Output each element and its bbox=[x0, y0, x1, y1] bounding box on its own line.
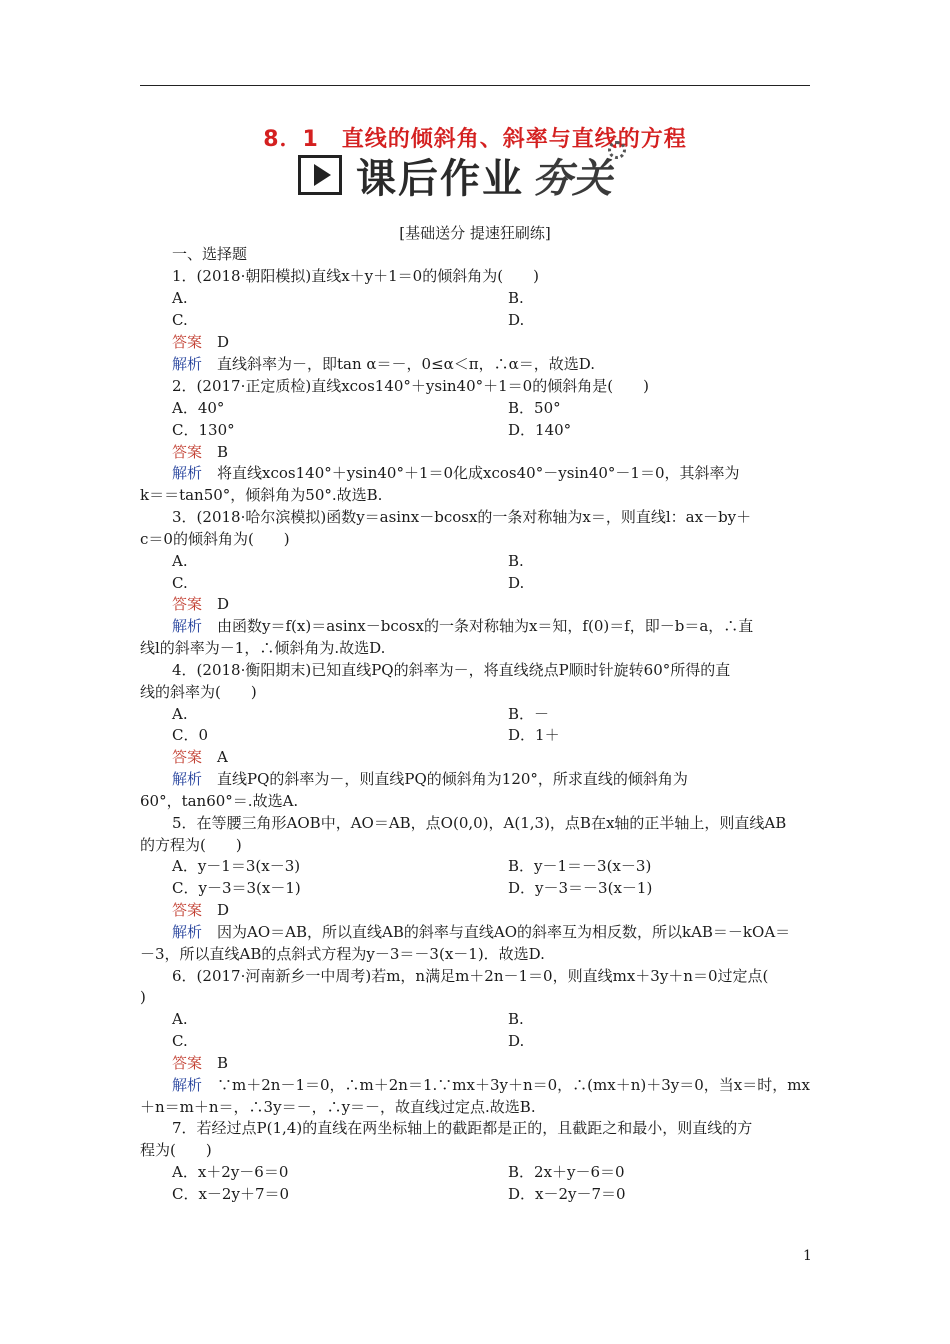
gear-icon bbox=[608, 141, 626, 159]
text-line: D. bbox=[508, 1032, 525, 1050]
line-text: D bbox=[202, 333, 230, 351]
line-text: 将直线xcos140°＋ysin40°＋1＝0化成xcos40°－ysin40°－1＝0，其斜率为 bbox=[202, 464, 740, 482]
play-icon bbox=[298, 155, 342, 195]
analysis-label: 解析 bbox=[172, 355, 203, 373]
answer-label: 答案 bbox=[172, 748, 203, 766]
line-text: B bbox=[202, 443, 229, 461]
answer-line bbox=[172, 442, 228, 462]
text-line: 1．(2018·朝阳模拟)直线x＋y＋1＝0的倾斜角为( ) bbox=[172, 267, 539, 285]
text-line: D．1＋ bbox=[508, 726, 560, 744]
text-line: C. bbox=[172, 574, 188, 592]
analysis-label: 解析 bbox=[172, 464, 203, 482]
analysis-line bbox=[172, 463, 740, 483]
analysis-line bbox=[172, 354, 595, 374]
text-line: C．x－2y＋7＝0 bbox=[172, 1185, 290, 1203]
homework-banner bbox=[298, 150, 612, 200]
text-line: 60°，tan60°＝.故选A. bbox=[140, 792, 299, 810]
text-line: B．2x＋y－6＝0 bbox=[508, 1163, 625, 1181]
analysis-label: 解析 bbox=[172, 770, 203, 788]
answer-label: 答案 bbox=[172, 595, 203, 613]
header-rule bbox=[140, 85, 810, 86]
section-tag: [基础送分 提速狂刷练] bbox=[399, 224, 551, 242]
text-line: －3，所以直线AB的点斜式方程为y－3＝－3(x－1)．故选D. bbox=[140, 945, 545, 963]
text-line: C．130° bbox=[172, 421, 235, 439]
line-text: D bbox=[202, 595, 230, 613]
text-line: B. bbox=[508, 1010, 524, 1028]
text-line: C. bbox=[172, 1032, 188, 1050]
line-text: D bbox=[202, 901, 230, 919]
text-line: A．40° bbox=[172, 399, 225, 417]
text-line: B．50° bbox=[508, 399, 561, 417]
section-heading: 一、选择题 bbox=[172, 245, 248, 263]
text-line: 线l的斜率为－1，∴倾斜角为.故选D. bbox=[140, 639, 386, 657]
text-line: C．0 bbox=[172, 726, 209, 744]
analysis-label: 解析 bbox=[172, 617, 203, 635]
text-line: 6．(2017·河南新乡一中周考)若m，n满足m＋2n－1＝0，则直线mx＋3y＋n＝0过定点( bbox=[172, 967, 769, 985]
text-line: c＝0的倾斜角为( ) bbox=[140, 530, 290, 548]
text-line: C．y－3＝3(x－1) bbox=[172, 879, 301, 897]
text-line: B．－ bbox=[508, 705, 550, 723]
line-text: 直线斜率为－，即tan α＝－，0≤α＜π，∴α＝，故选D. bbox=[202, 355, 596, 373]
text-line: 3．(2018·哈尔滨模拟)函数y＝asinx－bcosx的一条对称轴为x＝，则直线l：ax－by＋ bbox=[172, 508, 752, 526]
line-text: 因为AO＝AB，所以直线AB的斜率与直线AO的斜率互为相反数，所以kAB＝－kOA＝ bbox=[202, 923, 791, 941]
banner-text: 课后作业 bbox=[356, 155, 524, 202]
text-line: A. bbox=[172, 289, 188, 307]
text-line: B．y－1＝－3(x－3) bbox=[508, 857, 652, 875]
text-line: 程为( ) bbox=[140, 1141, 212, 1159]
text-line: D．y－3＝－3(x－1) bbox=[508, 879, 653, 897]
answer-label: 答案 bbox=[172, 333, 203, 351]
text-line: A．y－1＝3(x－3) bbox=[172, 857, 301, 875]
text-line: 7．若经过点P(1,4)的直线在两坐标轴上的截距都是正的，且截距之和最小，则直线的方 bbox=[172, 1119, 753, 1137]
analysis-label: 解析 bbox=[172, 1076, 203, 1094]
text-line: 的方程为( ) bbox=[140, 836, 242, 854]
text-line: D．x－2y－7＝0 bbox=[508, 1185, 626, 1203]
text-line: ) bbox=[140, 988, 146, 1006]
answer-line bbox=[172, 900, 229, 920]
line-text: 由函数y＝f(x)＝asinx－bcosx的一条对称轴为x＝知，f(0)＝f，即－b＝a，∴直 bbox=[202, 617, 754, 635]
page-title: 8．1 直线的倾斜角、斜率与直线的方程 bbox=[263, 127, 687, 152]
text-line: B. bbox=[508, 289, 524, 307]
text-line: D．140° bbox=[508, 421, 572, 439]
analysis-label: 解析 bbox=[172, 923, 203, 941]
text-line: 5．在等腰三角形AOB中，AO＝AB，点O(0,0)，A(1,3)，点B在x轴的正半轴上，则直线AB bbox=[172, 814, 787, 832]
analysis-line bbox=[172, 1075, 810, 1095]
text-line: ＋n＝m＋n＝，∴3y＝－，∴y＝－，故直线过定点.故选B. bbox=[140, 1098, 536, 1116]
text-line: A. bbox=[172, 705, 188, 723]
banner-logo: 夯关 bbox=[532, 147, 612, 204]
text-line: A．x＋2y－6＝0 bbox=[172, 1163, 289, 1181]
text-line: B. bbox=[508, 552, 524, 570]
answer-label: 答案 bbox=[172, 901, 203, 919]
answer-line bbox=[172, 747, 228, 767]
text-line: 线的斜率为( ) bbox=[140, 683, 257, 701]
line-text: A bbox=[202, 748, 228, 766]
text-line: k＝＝tan50°，倾斜角为50°.故选B. bbox=[140, 486, 383, 504]
line-text: B bbox=[202, 1054, 229, 1072]
text-line: A. bbox=[172, 552, 188, 570]
answer-line bbox=[172, 594, 229, 614]
line-text: ∵m＋2n－1＝0，∴m＋2n＝1.∵mx＋3y＋n＝0，∴(mx＋n)＋3y＝0，当x＝时，mx bbox=[202, 1076, 810, 1094]
text-line: C. bbox=[172, 311, 188, 329]
text-line: D. bbox=[508, 574, 525, 592]
text-line: D. bbox=[508, 311, 525, 329]
answer-line bbox=[172, 1053, 228, 1073]
text-line: 2．(2017·正定质检)直线xcos140°＋ysin40°＋1＝0的倾斜角是( ) bbox=[172, 377, 649, 395]
analysis-line bbox=[172, 616, 753, 636]
analysis-line bbox=[172, 769, 688, 789]
line-text: 直线PQ的斜率为－，则直线PQ的倾斜角为120°，所求直线的倾斜角为 bbox=[202, 770, 688, 788]
text-line: A. bbox=[172, 1010, 188, 1028]
answer-label: 答案 bbox=[172, 1054, 203, 1072]
text-line: 4．(2018·衡阳期末)已知直线PQ的斜率为－，将直线绕点P顺时针旋转60°所得的直 bbox=[172, 661, 731, 679]
analysis-line bbox=[172, 922, 790, 942]
answer-line bbox=[172, 332, 229, 352]
page-number: 1 bbox=[803, 1248, 812, 1264]
answer-label: 答案 bbox=[172, 443, 203, 461]
